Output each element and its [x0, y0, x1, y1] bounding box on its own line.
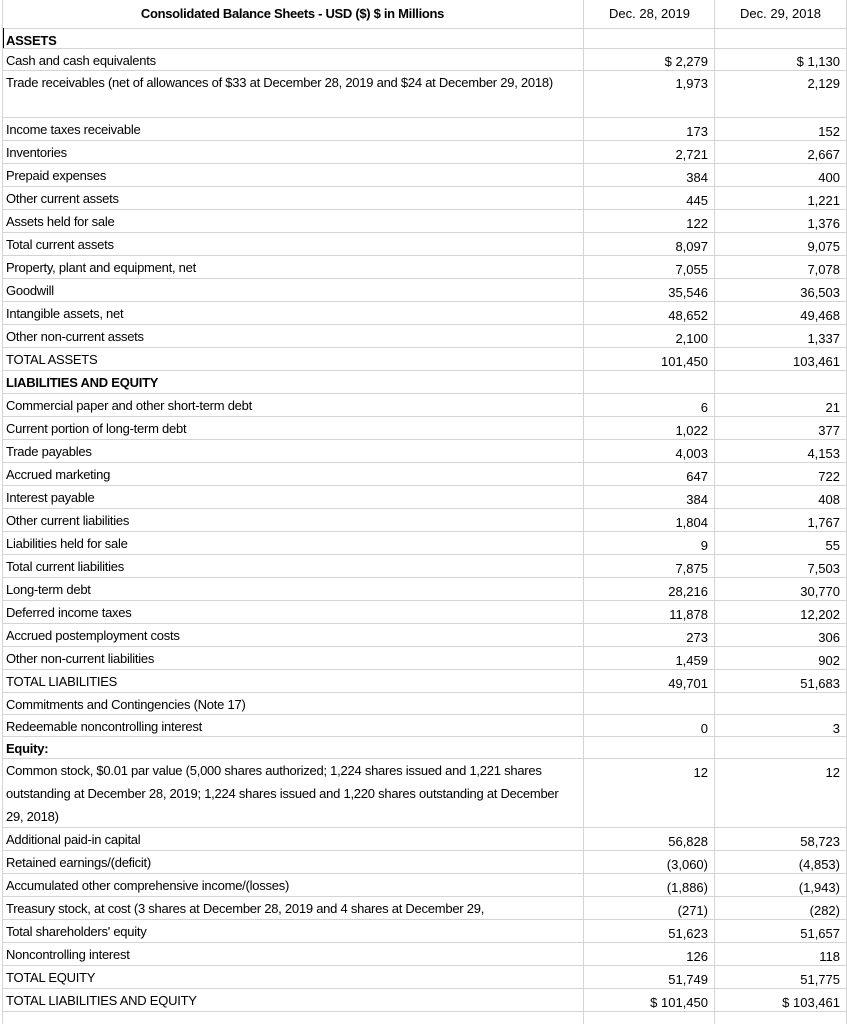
- value-2019: 1,022: [675, 423, 708, 438]
- row-label: Commercial paper and other short-term debt: [6, 398, 253, 413]
- row-label: TOTAL LIABILITIES: [6, 674, 118, 689]
- value-2019: 273: [686, 630, 708, 645]
- column-header-2019: Dec. 28, 2019: [609, 6, 690, 21]
- value-2018: 377: [818, 423, 840, 438]
- value-2018: 1,376: [807, 216, 840, 231]
- row-label: Total shareholders' equity: [6, 924, 147, 939]
- table-row: [2, 714, 846, 737]
- value-2019: 445: [686, 193, 708, 208]
- value-2019: 11,878: [669, 607, 708, 622]
- value-2019: 7,055: [675, 262, 708, 277]
- table-row: [2, 186, 846, 210]
- row-label: Redeemable noncontrolling interest: [6, 719, 203, 734]
- value-2018: 7,503: [807, 561, 840, 576]
- value-2019: 1,804: [675, 515, 708, 530]
- value-2018: 152: [818, 124, 840, 139]
- value-2018: 1,767: [807, 515, 840, 530]
- value-2018: $ 1,130: [796, 54, 840, 69]
- row-label: Retained earnings/(deficit): [6, 855, 151, 870]
- table-row: [2, 646, 846, 670]
- table-row: [2, 873, 846, 897]
- row-label: Treasury stock, at cost (3 shares at December 28, 2019 and 4 shares at December 29,: [6, 901, 485, 916]
- value-2018: 30,770: [800, 584, 840, 599]
- table-row: [2, 508, 846, 532]
- table-row: [2, 232, 846, 256]
- row-label: Accumulated other comprehensive income/(losses): [6, 878, 290, 893]
- value-2019: 6: [700, 400, 708, 415]
- value-2019: 48,652: [668, 308, 708, 323]
- table-row: [2, 827, 846, 851]
- column-header-2018: Dec. 29, 2018: [740, 6, 821, 21]
- row-label: Prepaid expenses: [6, 168, 107, 183]
- value-2018: 12,202: [800, 607, 840, 622]
- table-row: [2, 554, 846, 578]
- row-label: TOTAL EQUITY: [6, 970, 96, 985]
- value-2018: (4,853): [798, 857, 840, 872]
- row-label: LIABILITIES AND EQUITY: [6, 375, 159, 390]
- grid-line: [2, 0, 3, 1024]
- row-label: Property, plant and equipment, net: [6, 260, 196, 275]
- value-2019: 1,459: [675, 653, 708, 668]
- value-2018: 4,153: [807, 446, 840, 461]
- value-2019: 2,721: [675, 147, 708, 162]
- table-row: [2, 896, 846, 920]
- row-label: Common stock, $0.01 par value (5,000 shares authorized; 1,224 shares issued and 1,221 shares outstanding at December 28, 2019; 1,224 shares issued and 1,220 shares outstanding at December 29, 2018): [6, 763, 559, 824]
- value-2019: 2,100: [675, 331, 708, 346]
- value-2018: 36,503: [800, 285, 840, 300]
- value-2019: $ 2,279: [664, 54, 708, 69]
- table-row: [2, 439, 846, 463]
- row-label: Income taxes receivable: [6, 122, 141, 137]
- row-label: Other non-current assets: [6, 329, 144, 344]
- row-label: Liabilities held for sale: [6, 536, 128, 551]
- value-2019: 7,875: [675, 561, 708, 576]
- value-2018: 12: [825, 765, 840, 780]
- row-label: Noncontrolling interest: [6, 947, 130, 962]
- row-label: Total current assets: [6, 237, 114, 252]
- value-2018: 51,775: [800, 972, 840, 987]
- value-2018: 9,075: [807, 239, 840, 254]
- row-label: Goodwill: [6, 283, 54, 298]
- table-row: [2, 623, 846, 647]
- table-row: [2, 850, 846, 874]
- value-2019: 28,216: [668, 584, 708, 599]
- value-2019: 51,623: [668, 926, 708, 941]
- value-2018: 722: [818, 469, 840, 484]
- table-row: [2, 163, 846, 187]
- table-row: [2, 48, 846, 71]
- grid-line: [714, 0, 715, 1024]
- row-label: Trade receivables (net of allowances of $33 at December 28, 2019 and $24 at December 29, 2018): [6, 75, 553, 90]
- row-label: Commitments and Contingencies (Note 17): [6, 697, 246, 712]
- value-2018: 1,221: [807, 193, 840, 208]
- value-2019: 8,097: [675, 239, 708, 254]
- table-row: [2, 692, 846, 715]
- row-label: Long-term debt: [6, 582, 91, 597]
- value-2018: 7,078: [807, 262, 840, 277]
- value-2019: 51,749: [668, 972, 708, 987]
- value-2019: 49,701: [668, 676, 708, 691]
- row-label: Accrued marketing: [6, 467, 111, 482]
- table-row: [2, 140, 846, 164]
- value-2019: 384: [686, 170, 708, 185]
- table-row: [2, 485, 846, 509]
- value-2018: 55: [825, 538, 840, 553]
- table-row: [2, 370, 846, 394]
- value-2018: 902: [818, 653, 840, 668]
- value-2018: 51,657: [800, 926, 840, 941]
- value-2018: 58,723: [800, 834, 840, 849]
- value-2018: (1,943): [798, 880, 840, 895]
- table-row: [2, 416, 846, 440]
- row-label: ASSETS: [6, 33, 57, 48]
- row-label: Other current assets: [6, 191, 119, 206]
- table-row: [2, 758, 846, 828]
- table-row: [2, 209, 846, 233]
- value-2019: 126: [686, 949, 708, 964]
- value-2018: 408: [818, 492, 840, 507]
- table-row: [2, 324, 846, 348]
- value-2019: $ 101,450: [650, 995, 708, 1010]
- table-row: [2, 301, 846, 325]
- value-2018: 2,129: [807, 76, 840, 91]
- table-row: [2, 462, 846, 486]
- table-row: [2, 988, 846, 1012]
- row-label: Inventories: [6, 145, 67, 160]
- value-2018: 306: [818, 630, 840, 645]
- row-label: TOTAL LIABILITIES AND EQUITY: [6, 993, 197, 1008]
- row-label: Accrued postemployment costs: [6, 628, 180, 643]
- row-label: Current portion of long-term debt: [6, 421, 187, 436]
- row-label: Additional paid-in capital: [6, 832, 141, 847]
- table-row: [2, 736, 846, 759]
- table-row: [2, 393, 846, 417]
- row-label: Interest payable: [6, 490, 95, 505]
- value-2018: (282): [809, 903, 840, 918]
- value-2018: 21: [825, 400, 840, 415]
- value-2019: 35,546: [668, 285, 708, 300]
- value-2019: (1,886): [666, 880, 708, 895]
- value-2018: $ 103,461: [782, 995, 840, 1010]
- value-2019: 9: [700, 538, 708, 553]
- table-row: [2, 600, 846, 624]
- row-label: TOTAL ASSETS: [6, 352, 98, 367]
- value-2018: 103,461: [793, 354, 840, 369]
- row-label: Other current liabilities: [6, 513, 130, 528]
- table-row: [2, 531, 846, 555]
- value-2018: 1,337: [807, 331, 840, 346]
- table-row: [2, 117, 846, 141]
- table-row: [2, 278, 846, 302]
- value-2019: (3,060): [666, 857, 708, 872]
- table-row: [2, 919, 846, 943]
- value-2018: 3: [832, 721, 840, 736]
- row-label: Deferred income taxes: [6, 605, 132, 620]
- value-2018: 2,667: [807, 147, 840, 162]
- value-2019: 101,450: [661, 354, 708, 369]
- value-2019: 647: [686, 469, 708, 484]
- value-2019: 173: [686, 124, 708, 139]
- table-row: [2, 347, 846, 371]
- value-2019: 12: [693, 765, 708, 780]
- table-title: Consolidated Balance Sheets - USD ($) $ in Millions: [140, 6, 445, 21]
- grid-line: [583, 0, 584, 1024]
- table-row: [2, 942, 846, 966]
- value-2019: 0: [700, 721, 708, 736]
- table-header: [2, 0, 846, 29]
- row-label: Cash and cash equivalents: [6, 53, 156, 68]
- value-2018: 51,683: [800, 676, 840, 691]
- value-2019: 1,973: [675, 76, 708, 91]
- row-label: Intangible assets, net: [6, 306, 124, 321]
- row-label: Assets held for sale: [6, 214, 115, 229]
- row-label: Total current liabilities: [6, 559, 125, 574]
- table-row: [2, 577, 846, 601]
- table-row: [2, 28, 846, 49]
- value-2018: 400: [818, 170, 840, 185]
- table-row: [2, 669, 846, 693]
- value-2019: 4,003: [675, 446, 708, 461]
- row-label: Trade payables: [6, 444, 92, 459]
- value-2019: (271): [677, 903, 708, 918]
- table-row: [2, 255, 846, 279]
- value-2018: 118: [819, 949, 840, 964]
- value-2019: 56,828: [668, 834, 708, 849]
- table-row: [2, 965, 846, 989]
- row-label: Other non-current liabilities: [6, 651, 155, 666]
- table-row: [2, 70, 846, 118]
- value-2019: 122: [686, 216, 708, 231]
- value-2018: 49,468: [800, 308, 840, 323]
- value-2019: 384: [686, 492, 708, 507]
- row-label: Equity:: [6, 741, 49, 756]
